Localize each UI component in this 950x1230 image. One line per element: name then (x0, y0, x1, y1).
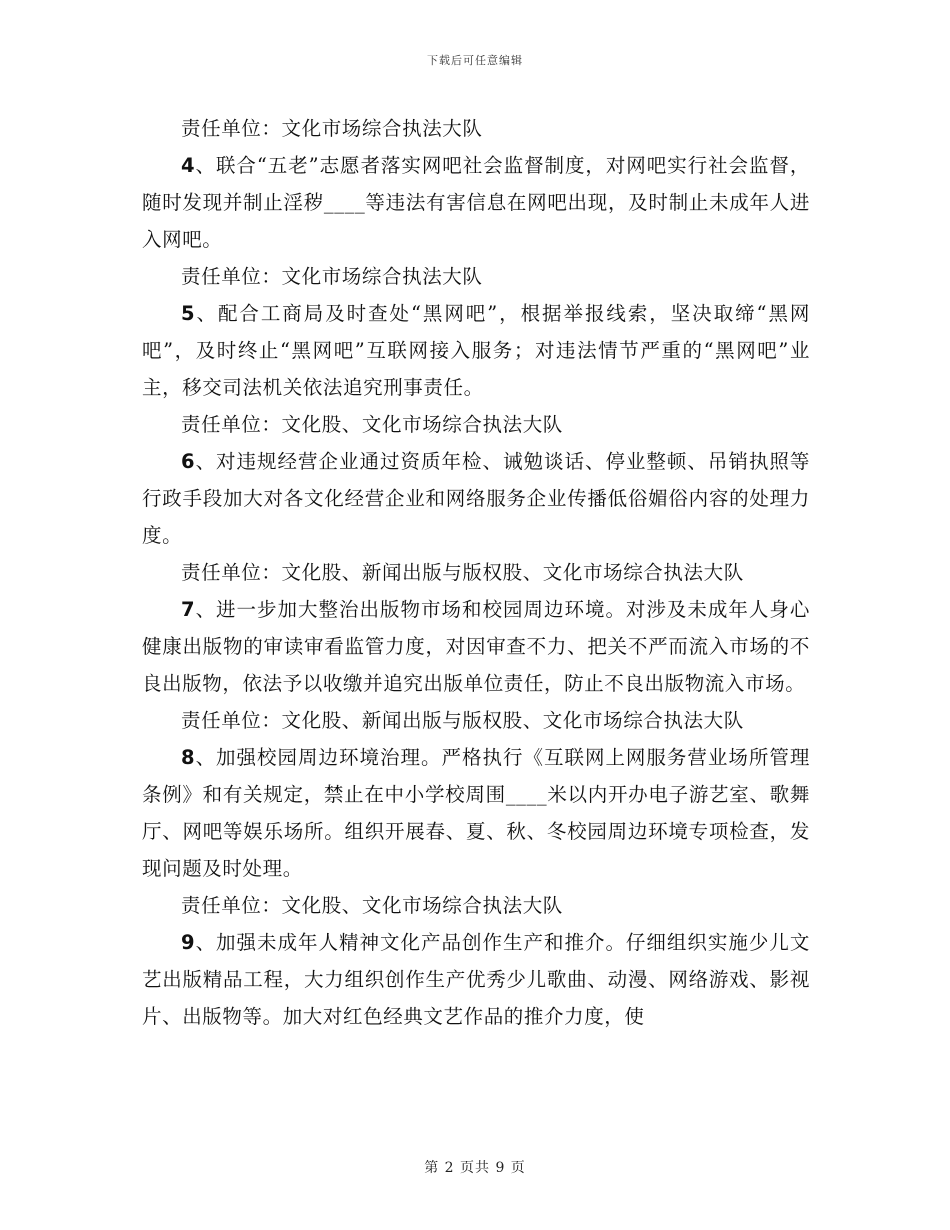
paragraph-text: 责任单位：文化股、新闻出版与版权股、文化市场综合执法大队 (181, 561, 744, 584)
item-number: 5 (181, 302, 196, 325)
responsibility-line (142, 258, 810, 295)
responsibility-line (142, 702, 810, 739)
paragraph-text: 责任单位：文化市场综合执法大队 (181, 265, 483, 288)
item-number: 8 (181, 746, 196, 769)
paragraph-text: 、加强校园周边环境治理。严格执行《互联网上网服务营业场所管理条例》和有关规定，禁止在中小学校周围____米以内开办电子游艺室、歌舞厅、网吧等娱乐场所。组织开展春、夏、秋、冬校园周边环境专项检查，发现问题及时处理。 (142, 746, 810, 880)
paragraph-text: 、进一步加大整治出版物市场和校园周边环境。对涉及未成年人身心健康出版物的审读审看监管力度，对因审查不力、把关不严而流入市场的不良出版物，依法予以收缴并追究出版单位责任，防止不良出版物流入市场。 (142, 598, 810, 695)
responsibility-line (142, 887, 810, 924)
item-paragraph (142, 443, 810, 554)
item-number: 6 (181, 450, 196, 473)
paragraph-text: 责任单位：文化股、新闻出版与版权股、文化市场综合执法大队 (181, 709, 744, 732)
paragraph-text: 、加强未成年人精神文化产品创作生产和推介。仔细组织实施少儿文艺出版精品工程，大力组织创作生产优秀少儿歌曲、动漫、网络游戏、影视片、出版物等。加大对红色经典文艺作品的推介力度，使 (142, 931, 810, 1028)
document-body (142, 110, 810, 1035)
paragraph-text: 责任单位：文化市场综合执法大队 (181, 117, 483, 140)
item-paragraph (142, 924, 810, 1035)
responsibility-line (142, 110, 810, 147)
responsibility-line (142, 406, 810, 443)
paragraph-text: 、对违规经营企业通过资质年检、诫勉谈话、停业整顿、吊销执照等行政手段加大对各文化经营企业和网络服务企业传播低俗媚俗内容的处理力度。 (142, 450, 810, 547)
item-number: 7 (181, 598, 196, 621)
paragraph-text: 、联合“五老”志愿者落实网吧社会监督制度，对网吧实行社会监督，随时发现并制止淫秽____等违法有害信息在网吧出现，及时制止未成年人进入网吧。 (142, 154, 810, 251)
item-number: 9 (181, 931, 196, 954)
item-number: 4 (181, 154, 196, 177)
responsibility-line (142, 554, 810, 591)
paragraph-text: 责任单位：文化股、文化市场综合执法大队 (181, 413, 563, 436)
item-paragraph (142, 591, 810, 702)
item-paragraph (142, 739, 810, 887)
item-paragraph (142, 147, 810, 258)
page-header-note: 下载后可任意编辑 (427, 54, 523, 67)
paragraph-text: 责任单位：文化股、文化市场综合执法大队 (181, 894, 563, 917)
page-number: 第 2 页共 9 页 (424, 1160, 526, 1176)
item-paragraph (142, 295, 810, 406)
paragraph-text: 、配合工商局及时查处“黑网吧”，根据举报线索，坚决取缔“黑网吧”，及时终止“黑网吧”互联网接入服务；对违法情节严重的“黑网吧”业主，移交司法机关依法追究刑事责任。 (142, 302, 810, 399)
